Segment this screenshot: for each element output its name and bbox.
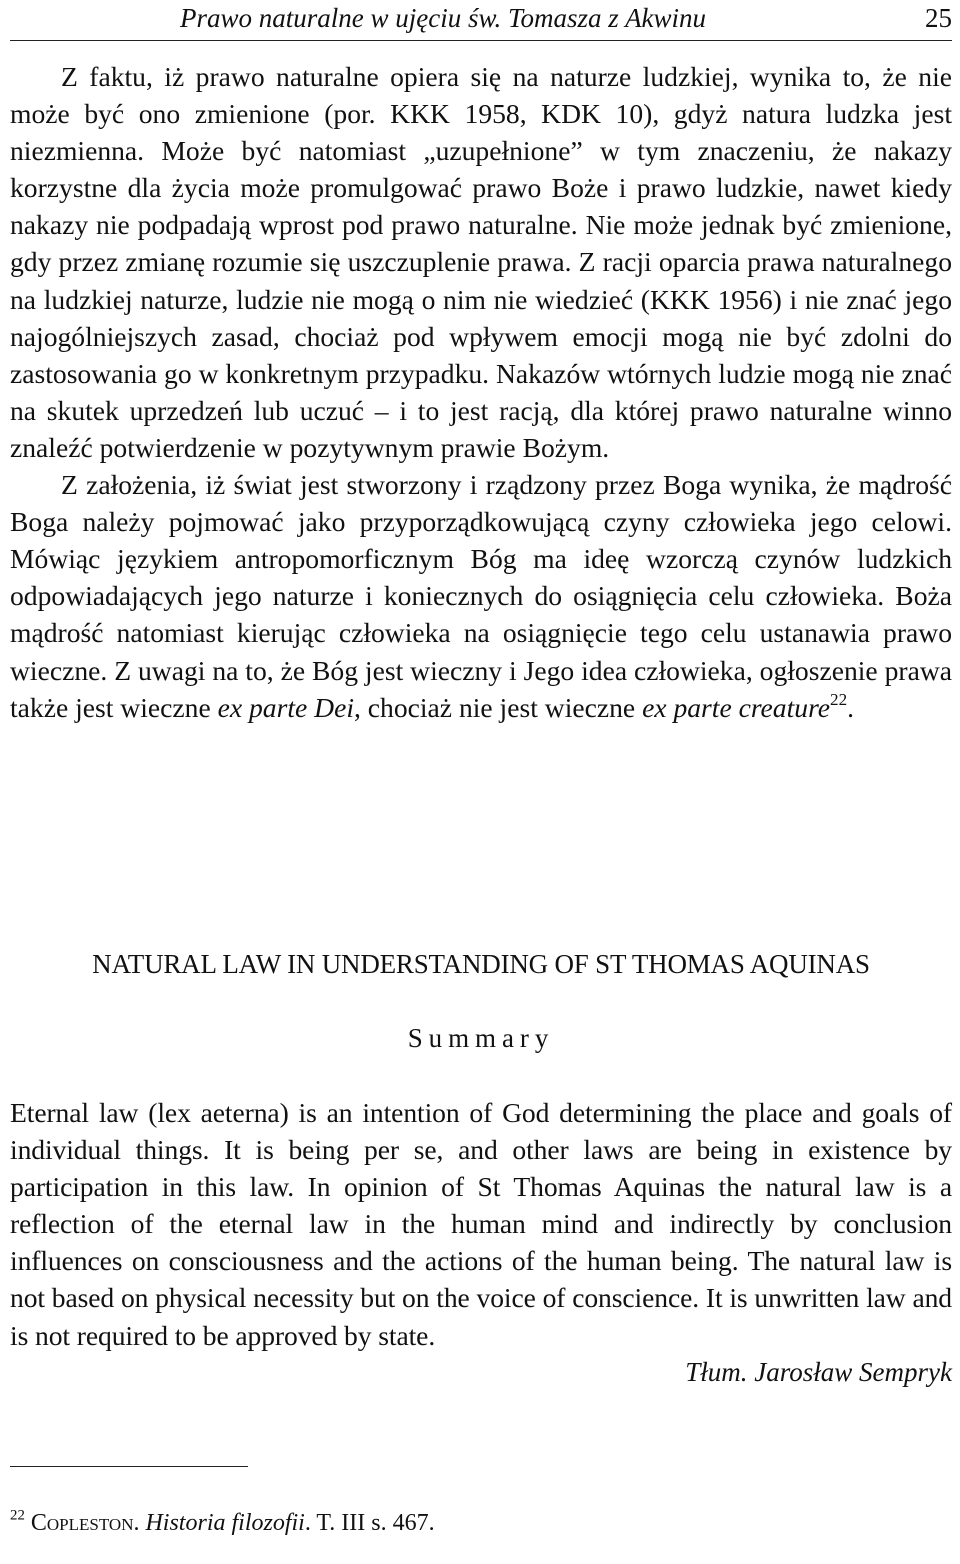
translator-credit: Tłum. Jarosław Sempryk bbox=[685, 1357, 952, 1387]
footnote-number: 22 bbox=[10, 1507, 25, 1524]
main-text bbox=[10, 58, 952, 726]
summary-paragraph: Eternal law (lex aeterna) is an intention of God determining the place and goals of individual things. It is being per se, and other laws are being in existence by participation in this law. In opinion of St Thomas Aquinas the natural law is a reflection of the eternal law in the human mind and indirectly by conclusion influences on consciousness and the actions of the human being. The natural law is not based on physical necessity but on the voice of conscience. It is unwritten law and is not required to be approved by state. bbox=[10, 1097, 952, 1351]
footnote-author: Copleston. bbox=[30, 1510, 140, 1536]
footnote bbox=[10, 1506, 435, 1540]
summary-title: NATURAL LAW IN UNDERSTANDING OF ST THOMAS AQUINAS bbox=[92, 949, 870, 979]
footnote-divider bbox=[10, 1466, 248, 1467]
summary-text bbox=[10, 1094, 952, 1354]
latin-phrase-2: ex parte creature bbox=[642, 691, 831, 723]
paragraph-2-end: . bbox=[847, 691, 855, 723]
latin-phrase-1: ex parte Dei bbox=[217, 691, 354, 723]
paragraph-2 bbox=[10, 466, 952, 726]
paragraph-1-text: Z faktu, iż prawo naturalne opiera się na naturze ludzkiej, wynika to, że nie może być ono zmienione (por. KKK 1958, KDK 10), gdyż natura ludzka jest niezmienna. Może być natomiast „uzupełnione” w tym znaczeniu, że nakazy korzystne dla życia może promulgować prawo Boże i prawo ludzkie, nawet kiedy nakazy nie podpadają wprost pod prawo naturalne. Nie może jednak być zmienione, gdy przez zmianę rozumie się uszczuplenie prawa. Z racji oparcia prawa naturalnego na ludzkiej naturze, ludzie nie mogą o nim nie wiedzieć (KKK 1956) i nie znać jego najogólniejszych zasad, chociaż pod wpływem emocji mogą nie być zdolni do zastosowania go w konkretnym przypadku. Nakazów wtórnych ludzie mogą nie znać na skutek uprzedzeń lub uczuć – i to jest racją, dla której prawo naturalne winno znaleźć potwierdzenie w pozytywnym prawie Bożym. bbox=[10, 61, 952, 463]
footnote-reference-detail: . T. III s. 467. bbox=[304, 1510, 435, 1536]
running-title: Prawo naturalne w ujęciu św. Tomasza z Akwinu bbox=[180, 3, 707, 33]
paragraph-2-continuation: , chociaż nie jest wieczne bbox=[354, 691, 643, 723]
paragraph-1 bbox=[10, 58, 952, 466]
summary-heading: Summary bbox=[407, 1023, 555, 1053]
running-head bbox=[10, 0, 952, 41]
paragraph-2-text: Z założenia, iż świat jest stworzony i rządzony przez Boga wynika, że mądrość Boga należy pojmować jako przyporządkowującą czyny człowieka jego celowi. Mówiąc językiem antropomorficznym Bóg ma ideę wzorczą czynów ludzkich odpowiadających jego naturze i koniecznych do osiągnięcia celu człowieka. Boża mądrość natomiast kierując człowieka na osiągnięcie tego celu ustanawia prawo wieczne. Z uwagi na to, że Bóg jest wieczny i Jego idea człowieka, ogłoszenie prawa także jest wieczne bbox=[10, 469, 952, 723]
footnote-title: Historia filozofii bbox=[145, 1510, 305, 1536]
page-number: 25 bbox=[925, 3, 952, 33]
footnote-reference[interactable]: 22 bbox=[830, 689, 848, 709]
